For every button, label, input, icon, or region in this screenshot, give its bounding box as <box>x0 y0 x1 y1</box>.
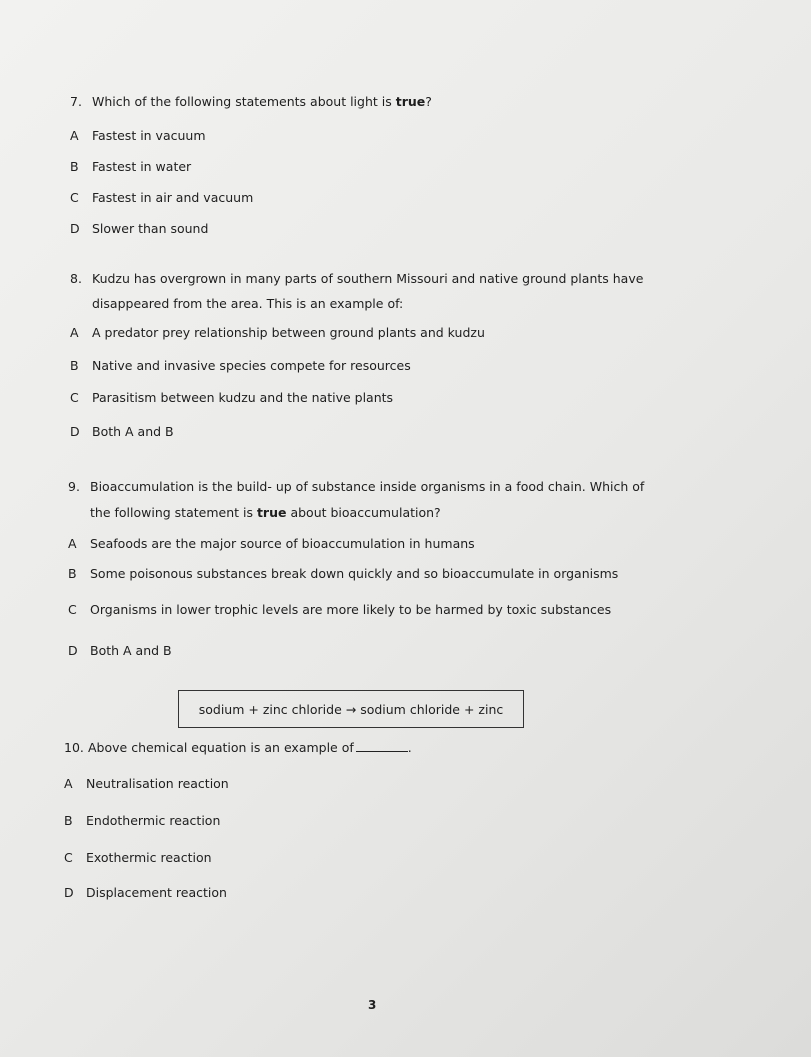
option-letter: C <box>70 190 79 205</box>
question-number: 9. <box>68 479 80 494</box>
question-emphasis: true <box>256 505 287 520</box>
page-number: 3 <box>368 998 377 1012</box>
option-letter: D <box>70 221 80 236</box>
option-8b <box>70 358 411 373</box>
option-text: Seafoods are the major source of bioaccumulation in humans <box>90 536 475 551</box>
option-letter: B <box>70 159 79 174</box>
option-text: Endothermic reaction <box>86 813 221 828</box>
question-text: Kudzu has overgrown in many parts of southern Missouri and native ground plants have <box>92 271 644 286</box>
option-text: A predator prey relationship between ground plants and kudzu <box>92 325 485 340</box>
question-8-stem-line2: disappeared from the area. This is an example of: <box>92 296 404 311</box>
equation-box <box>178 690 524 728</box>
question-7-stem <box>70 94 432 110</box>
option-letter: A <box>68 536 77 551</box>
option-text: Fastest in vacuum <box>92 128 206 143</box>
option-9b <box>68 566 618 581</box>
option-10a <box>64 776 229 791</box>
option-text: Both A and B <box>90 643 172 658</box>
option-text: Fastest in air and vacuum <box>92 190 254 205</box>
option-text: Organisms in lower trophic levels are more likely to be harmed by toxic substances <box>90 602 612 617</box>
option-letter: D <box>64 885 74 900</box>
question-text: the following statement is <box>90 505 257 520</box>
option-text: Displacement reaction <box>86 885 227 900</box>
option-9c <box>68 602 611 617</box>
option-letter: B <box>64 813 73 828</box>
option-text: Exothermic reaction <box>86 850 212 865</box>
question-number: 10. <box>64 740 84 755</box>
option-10d <box>64 885 227 900</box>
question-text: Above chemical equation is an example of <box>88 740 354 755</box>
option-7b <box>70 159 191 174</box>
question-9-stem <box>68 479 644 495</box>
option-text: Parasitism between kudzu and the native plants <box>92 390 394 405</box>
option-text: Fastest in water <box>92 159 192 174</box>
option-text: Both A and B <box>92 424 174 439</box>
question-text: . <box>407 740 412 755</box>
option-9d <box>68 643 172 658</box>
option-letter: C <box>64 850 73 865</box>
option-letter: A <box>70 128 79 143</box>
question-number: 8. <box>70 271 82 286</box>
question-text: ? <box>425 94 432 109</box>
chemical-equation: sodium + zinc chloride → sodium chloride + zinc <box>198 701 504 717</box>
question-text: about bioaccumulation? <box>286 505 441 520</box>
option-text: Native and invasive species compete for resources <box>92 358 411 373</box>
option-7d <box>70 221 208 236</box>
option-letter: A <box>64 776 73 791</box>
option-10b <box>64 813 220 828</box>
option-7a <box>70 128 206 143</box>
option-letter: D <box>70 424 80 439</box>
answer-blank <box>356 751 408 752</box>
option-letter: C <box>70 390 79 405</box>
option-letter: D <box>68 643 78 658</box>
question-8-stem <box>70 271 643 287</box>
option-8d <box>70 424 174 439</box>
option-8a <box>70 325 485 340</box>
option-7c <box>70 190 253 205</box>
option-letter: B <box>68 566 77 581</box>
option-8c <box>70 390 393 405</box>
option-10c <box>64 850 212 865</box>
option-text: Some poisonous substances break down quickly and so bioaccumulate in organisms <box>90 566 619 581</box>
question-10-stem <box>64 740 412 756</box>
option-text: Neutralisation reaction <box>86 776 229 791</box>
option-text: Slower than sound <box>92 221 209 236</box>
option-9a <box>68 536 475 551</box>
question-emphasis: true <box>395 94 426 109</box>
question-text: Which of the following statements about light is <box>92 94 396 109</box>
option-letter: C <box>68 602 77 617</box>
option-letter: B <box>70 358 79 373</box>
question-9-stem-line2 <box>90 505 441 520</box>
question-text: Bioaccumulation is the build- up of substance inside organisms in a food chain. Which of <box>90 479 645 494</box>
question-number: 7. <box>70 94 82 109</box>
option-letter: A <box>70 325 79 340</box>
